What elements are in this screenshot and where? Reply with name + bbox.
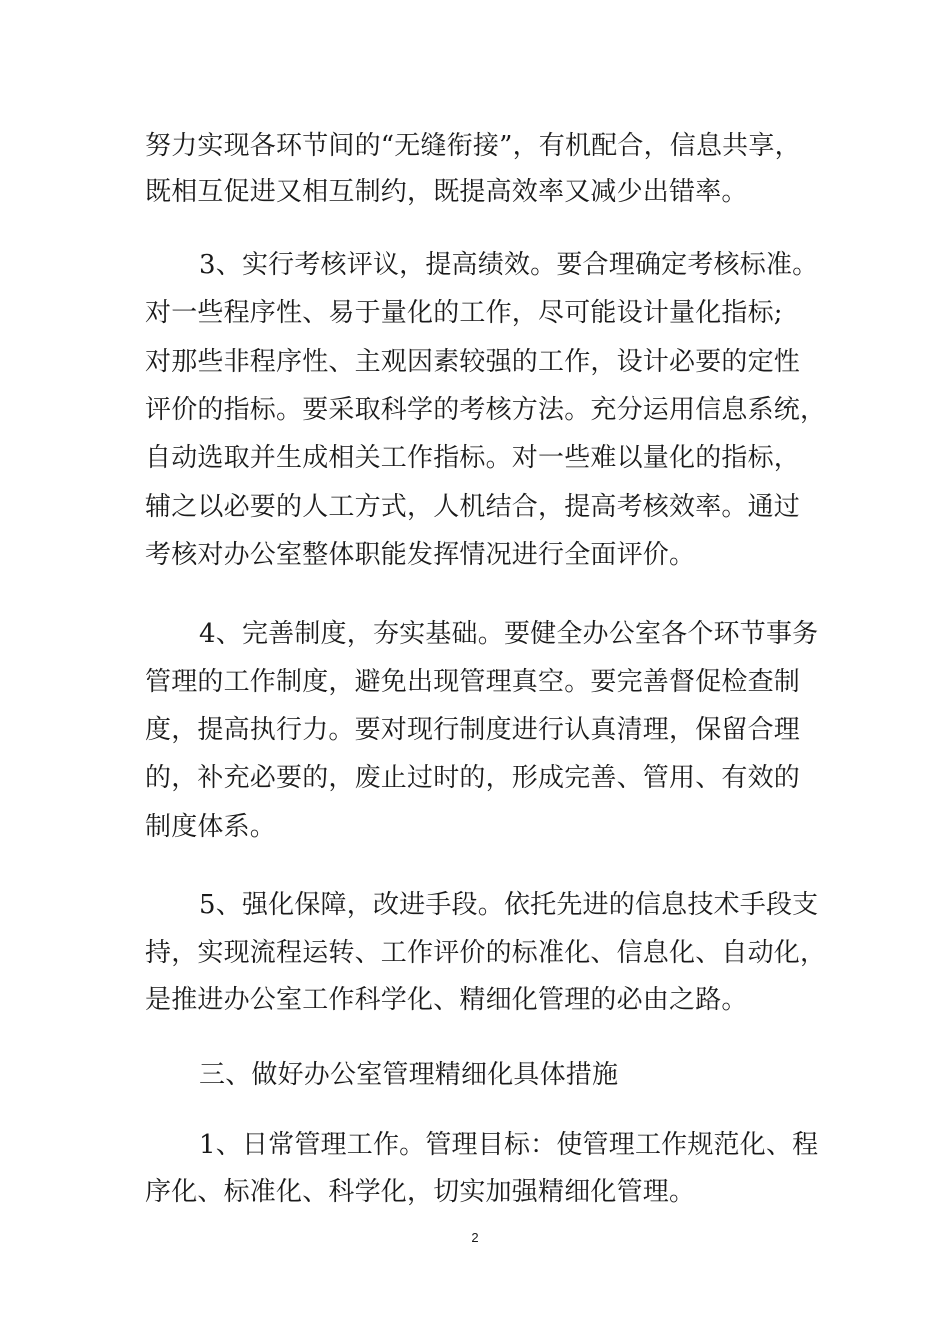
- text-line: 既相互促进又相互制约，既提高效率又减少出错率。: [145, 177, 748, 207]
- text-line: 的，补充必要的，废止过时的，形成完善、管用、有效的: [145, 763, 801, 793]
- page-number: 2: [471, 1230, 479, 1245]
- text-line: 是推进办公室工作科学化、精细化管理的必由之路。: [145, 985, 748, 1015]
- text-line: 5、强化保障，改进手段。依托先进的信息技术手段支: [199, 890, 819, 920]
- text-line: 度，提高执行力。要对现行制度进行认真清理，保留合理: [145, 715, 801, 745]
- heading-line: 三、做好办公室管理精细化具体措施: [199, 1060, 619, 1090]
- text-line: 1、日常管理工作。管理目标：使管理工作规范化、程: [199, 1130, 819, 1160]
- text-line: 自动选取并生成相关工作指标。对一些难以量化的指标，: [145, 443, 801, 473]
- text-line: 考核对办公室整体职能发挥情况进行全面评价。: [145, 540, 696, 570]
- text-line: 对那些非程序性、主观因素较强的工作，设计必要的定性: [145, 347, 801, 377]
- text-line: 评价的指标。要采取科学的考核方法。充分运用信息系统，: [145, 395, 827, 425]
- text-line: 努力实现各环节间的“无缝衔接”，有机配合，信息共享，: [145, 131, 801, 161]
- text-line: 制度体系。: [145, 812, 277, 842]
- text-line: 辅之以必要的人工方式，人机结合，提高考核效率。通过: [145, 492, 801, 522]
- text-line: 序化、标准化、科学化，切实加强精细化管理。: [145, 1177, 696, 1207]
- text-line: 3、实行考核评议，提高绩效。要合理确定考核标准。: [199, 250, 819, 280]
- text-line: 4、完善制度，夯实基础。要健全办公室各个环节事务: [199, 619, 819, 649]
- text-line: 持，实现流程运转、工作评价的标准化、信息化、自动化，: [145, 938, 827, 968]
- text-line: 管理的工作制度，避免出现管理真空。要完善督促检查制: [145, 667, 801, 697]
- text-line: 对一些程序性、易于量化的工作，尽可能设计量化指标;: [145, 298, 783, 328]
